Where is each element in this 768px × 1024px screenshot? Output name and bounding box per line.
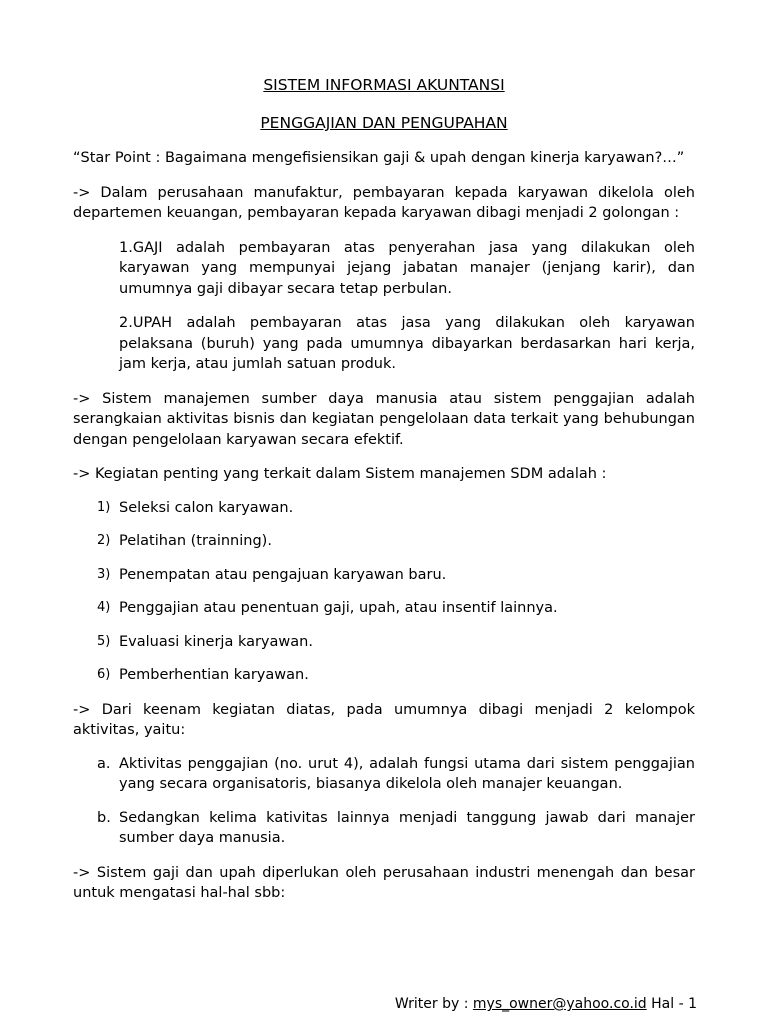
document-title: SISTEM INFORMASI AKUNTANSI <box>263 76 505 94</box>
page-footer <box>0 994 697 1014</box>
list-marker: 6) <box>97 667 111 682</box>
list-item-text: Aktivitas penggajian (no. urut 4), adalah fungsi utama dari sistem penggajian yang secara organisatoris, biasanya dikelola oleh manajer keuangan. <box>119 755 695 792</box>
list-marker: 1) <box>97 499 111 515</box>
list-item-text: Penggajian atau penentuan gaji, upah, atau insentif lainnya. <box>119 600 558 616</box>
document-page <box>73 74 695 904</box>
footer-email-link[interactable]: mys_owner@yahoo.co.id <box>472 996 647 1012</box>
paragraph-kegiatan: -> Kegiatan penting yang terkait dalam Sistem manajemen SDM adalah : <box>73 466 607 482</box>
golongan-upah: 2.UPAH adalah pembayaran atas jasa yang dilakukan oleh karyawan pelaksana (buruh) yang pada umumnya dibayarkan berdasarkan hari kerja, jam kerja, atau jumlah satuan produk. <box>119 315 695 372</box>
kelompok-list <box>73 754 695 849</box>
list-marker: 4) <box>97 600 111 615</box>
kegiatan-list <box>73 498 695 686</box>
list-item <box>73 754 695 795</box>
list-item <box>73 498 695 519</box>
list-item <box>73 565 695 586</box>
list-item <box>73 598 695 619</box>
paragraph-manufaktur: -> Dalam perusahaan manufaktur, pembayaran kepada karyawan dikelola oleh departemen keuangan, pembayaran kepada karyawan dibagi menjadi 2 golongan : <box>73 184 695 221</box>
golongan-gaji: 1.GAJI adalah pembayaran atas penyerahan jasa yang dilakukan oleh karyawan yang mempunyai jejang jabatan manajer (jenjang karir), dan umumnya gaji dibayar secara tetap perbulan. <box>119 239 695 297</box>
list-marker: 2) <box>97 533 111 548</box>
list-item <box>73 665 695 686</box>
list-item-text: Seleksi calon karyawan. <box>119 499 294 516</box>
intro-paragraph: “Star Point : Bagaimana mengefisiensikan gaji & upah dengan kinerja karyawan?…” <box>73 150 685 166</box>
paragraph-sdm: -> Sistem manajemen sumber daya manusia atau sistem penggajian adalah serangkaian aktivitas bisnis dan kegiatan pengelolaan data terkait yang behubungan dengan pengelolaan karyawan secara efektif. <box>73 390 695 448</box>
footer-page-number: Hal - 1 <box>646 996 697 1012</box>
list-item-text: Sedangkan kelima kativitas lainnya menjadi tanggung jawab dari manajer sumber daya manusia. <box>119 809 695 846</box>
list-marker: 5) <box>97 633 111 649</box>
list-item-text: Pelatihan (trainning). <box>119 533 272 549</box>
list-marker: b. <box>97 809 111 826</box>
list-item <box>73 632 695 653</box>
list-item-text: Evaluasi kinerja karyawan. <box>119 633 313 650</box>
list-item <box>73 531 695 552</box>
footer-writer-label: Writer by : <box>394 996 473 1012</box>
list-item-text: Penempatan atau pengajuan karyawan baru. <box>119 566 447 583</box>
list-marker: 3) <box>97 566 111 582</box>
list-marker: a. <box>97 755 111 772</box>
document-subtitle: PENGGAJIAN DAN PENGUPAHAN <box>260 114 508 132</box>
list-item-text: Pemberhentian karyawan. <box>119 667 309 683</box>
list-item <box>73 808 695 849</box>
paragraph-kelompok: -> Dari keenam kegiatan diatas, pada umumnya dibagi menjadi 2 kelompok aktivitas, yaitu: <box>73 701 695 738</box>
paragraph-sistem-gaji: -> Sistem gaji dan upah diperlukan oleh perusahaan industri menengah dan besar untuk mengatasi hal-hal sbb: <box>73 864 695 901</box>
